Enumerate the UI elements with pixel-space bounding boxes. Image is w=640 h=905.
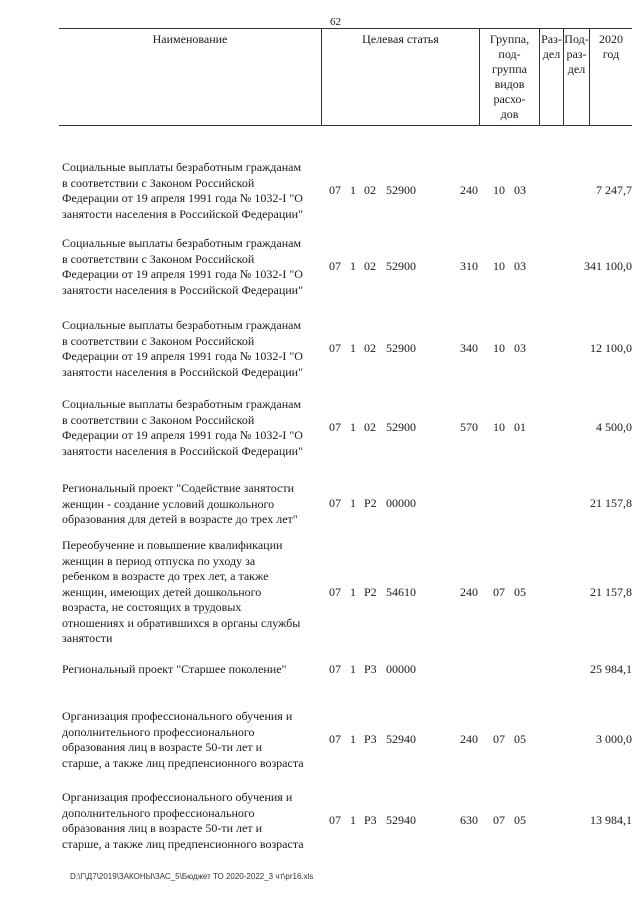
cell-subprogram: 1 [350,420,356,434]
cell-amount: 341 100,0 [584,259,632,273]
row-name-line: в соответствии с Законом Российской [62,251,255,266]
header-subsection-line: Под- [564,32,589,46]
header-group [479,29,539,125]
cell-amount: 4 500,0 [596,420,632,434]
cell-direction: 52940 [386,813,416,827]
cell-subprogram: 1 [350,496,356,510]
cell-subsection: 03 [514,183,526,197]
row-name-line: Социальные выплаты безработным гражданам [62,397,302,411]
row-name [62,790,324,852]
cell-subprogram: 1 [350,662,356,676]
row-name-line: Социальные выплаты безработным гражданам [62,236,302,250]
cell-direction: 00000 [386,496,416,510]
header-group-line: расхо- [493,92,526,106]
cell-subsection: 05 [514,585,526,599]
row-name-line: занятости населения в Российской Федерации" [62,364,303,379]
row-name-line: образования лиц в возрасте 50-ти лет и [62,821,262,835]
cell-program: 07 [329,341,341,355]
file-path-footer: D:\Г\Д7\2019\ЗАКОНЫ\ЗАС_5\Бюджет ТО 2020-2022_3 чт\pr16.xls [70,872,314,881]
header-subsection-line: дел [567,62,586,76]
cell-subsection: 03 [514,259,526,273]
cell-amount: 21 157,8 [590,585,632,599]
cell-program: 07 [329,732,341,746]
row-name-line: возраста, не состоящих в трудовых [62,600,242,614]
cell-group: 240 [460,732,478,746]
row-name-line: занятости населения в Российской Федерации" [62,282,303,297]
header-group-line: группа [492,62,527,76]
row-name [62,662,324,678]
row-name-line: занятости [62,631,113,645]
cell-amount: 25 984,1 [590,662,632,676]
cell-subsection: 05 [514,732,526,746]
header-group-line: Группа, [489,32,530,46]
cell-subsection: 01 [514,420,526,434]
header-subsection-line: раз- [566,47,587,61]
cell-section: 10 [493,341,505,355]
header-section-line: дел [542,47,561,61]
row-name-line: Федерации от 19 апреля 1991 года № 1032-I "О [62,349,303,363]
cell-subprogram: 1 [350,813,356,827]
cell-main-event: P3 [364,662,377,676]
cell-group: 310 [460,259,478,273]
cell-main-event: 02 [364,420,376,434]
cell-subsection: 03 [514,341,526,355]
row-name-line: Социальные выплаты безработным гражданам [62,318,302,332]
row-name-line: Федерации от 19 апреля 1991 года № 1032-I "О [62,191,303,205]
cell-program: 07 [329,662,341,676]
cell-group: 570 [460,420,478,434]
cell-section: 07 [493,732,505,746]
row-name-line: Социальные выплаты безработным гражданам [62,160,302,174]
cell-section: 10 [493,420,505,434]
cell-section: 10 [493,183,505,197]
cell-main-event: P3 [364,813,377,827]
cell-direction: 52900 [386,420,416,434]
cell-amount: 13 984,1 [590,813,632,827]
cell-amount: 21 157,8 [590,496,632,510]
cell-subprogram: 1 [350,259,356,273]
cell-main-event: P2 [364,585,377,599]
cell-subprogram: 1 [350,732,356,746]
row-name-line: Организация профессионального обучения и [62,790,293,804]
header-section [539,29,563,125]
row-name-line: Федерации от 19 апреля 1991 года № 1032-I "О [62,267,303,281]
cell-main-event: 02 [364,259,376,273]
header-section-line: Раз- [541,32,562,46]
cell-section: 07 [493,585,505,599]
row-name-line: занятости населения в Российской Федерации" [62,206,303,221]
row-name-line: занятости населения в Российской Федерации" [62,443,303,458]
cell-direction: 52900 [386,341,416,355]
cell-program: 07 [329,183,341,197]
row-name-line: Региональный проект "Старшее поколение" [62,662,287,676]
cell-section: 10 [493,259,505,273]
cell-subprogram: 1 [350,341,356,355]
cell-program: 07 [329,259,341,273]
header-name: Наименование [152,32,228,46]
cell-main-event: 02 [364,341,376,355]
cell-section: 07 [493,813,505,827]
row-name-line: женщин, имеющих детей дошкольного [62,584,262,599]
header-target-article: Целевая статья [321,29,479,125]
cell-program: 07 [329,420,341,434]
row-name [62,318,324,380]
header-group-line: видов [494,77,525,91]
row-name-line: женщин в период отпуска по уходу за [62,553,256,568]
cell-program: 07 [329,496,341,510]
row-name-line: в соответствии с Законом Российской [62,412,255,427]
page-number: 62 [330,16,341,28]
row-name-line: образования лиц в возрасте 50-ти лет и [62,740,262,754]
row-name-line: старше, а также лиц предпенсионного возраста [62,755,304,770]
row-name [62,709,324,771]
cell-group: 630 [460,813,478,827]
cell-group: 240 [460,183,478,197]
row-name-line: старше, а также лиц предпенсионного возраста [62,836,304,851]
cell-main-event: P3 [364,732,377,746]
row-name [62,160,324,222]
cell-direction: 52900 [386,259,416,273]
cell-amount: 7 247,7 [596,183,632,197]
cell-direction: 52940 [386,732,416,746]
header-group-line: под- [498,47,521,61]
row-name-line: Переобучение и повышение квалификации [62,538,283,552]
row-name [62,538,324,647]
row-name-line: дополнительного профессионального [62,805,255,820]
cell-amount: 12 100,0 [590,341,632,355]
table-header [59,28,632,126]
row-name-line: в соответствии с Законом Российской [62,175,255,190]
header-subsection [563,29,589,125]
cell-main-event: P2 [364,496,377,510]
cell-direction: 52900 [386,183,416,197]
row-name [62,236,324,298]
row-name-line: Организация профессионального обучения и [62,709,293,723]
row-name [62,397,324,459]
cell-amount: 3 000,0 [596,732,632,746]
budget-table [59,28,632,851]
row-name-line: образования для детей в возрасте до трех лет" [62,512,298,526]
cell-subprogram: 1 [350,183,356,197]
cell-group: 340 [460,341,478,355]
row-name-line: в соответствии с Законом Российской [62,333,255,348]
header-group-line: дов [500,107,519,121]
row-name-line: Федерации от 19 апреля 1991 года № 1032-I "О [62,428,303,442]
row-name-line: отношениях и обратившихся в органы службы [62,615,301,630]
row-name [62,481,324,528]
row-name-line: женщин - создание условий дошкольного [62,496,275,511]
cell-subsection: 05 [514,813,526,827]
header-year: 2020 год [589,29,632,125]
cell-direction: 54610 [386,585,416,599]
cell-direction: 00000 [386,662,416,676]
row-name-line: Региональный проект "Содействие занятости [62,481,294,495]
cell-group: 240 [460,585,478,599]
cell-program: 07 [329,585,341,599]
cell-program: 07 [329,813,341,827]
cell-subprogram: 1 [350,585,356,599]
row-name-line: дополнительного профессионального [62,724,255,739]
row-name-line: ребенком в возрасте до трех лет, а также [62,569,269,583]
cell-main-event: 02 [364,183,376,197]
